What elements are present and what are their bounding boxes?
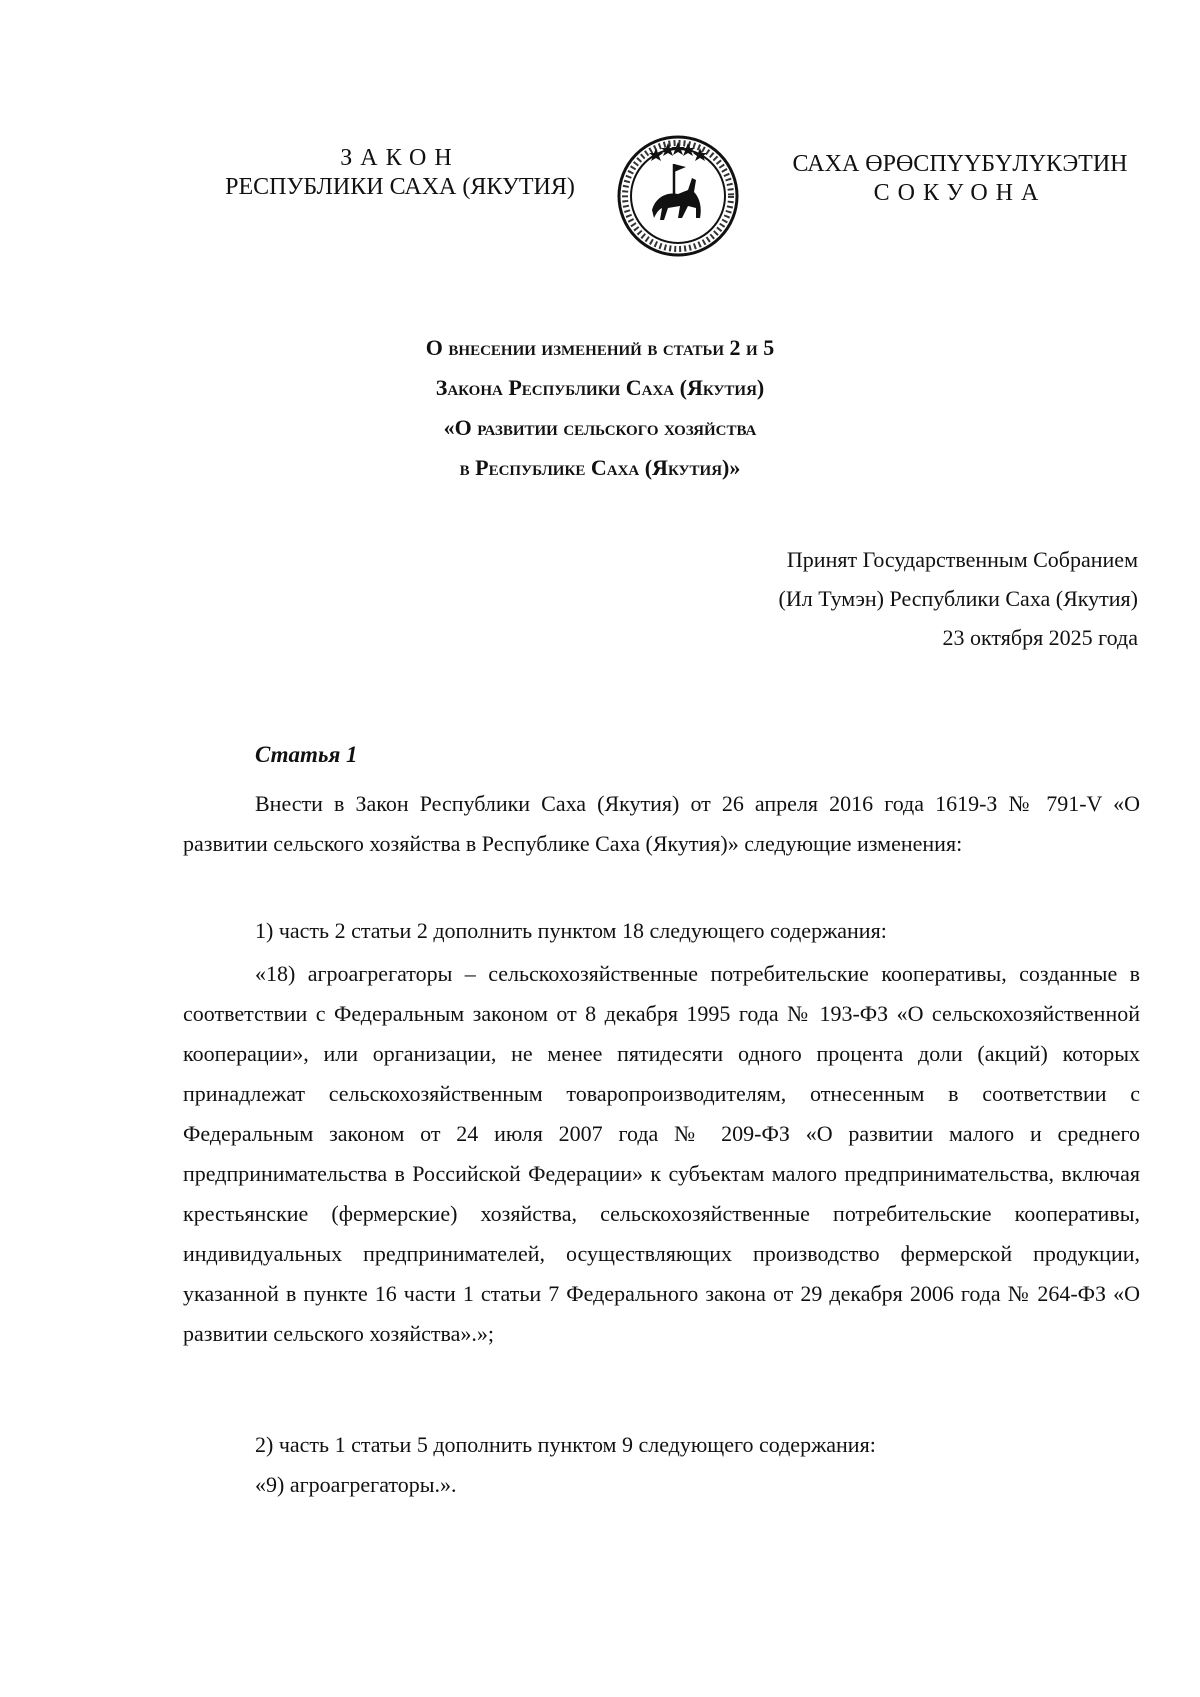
adoption-date: 23 октября 2025 года: [942, 625, 1138, 650]
article-item-1-text: «18) агроагрегаторы – сельскохозяйственные потребительские кооперативы, созданные в соответствии с Федеральным законом от 8 декабря 1995 года № 193-ФЗ «О сельскохозяйственной кооперации», или организации, не менее пятидесяти одного процента доли (акций) которых принадлежат сельскохозяйственным товаропроизводителям, отнесенным в соответствии с Федеральным законом от 24 июля 2007 года № 209-ФЗ «О развитии малого и среднего предпринимательства в Российской Федерации» к субъектам малого предпринимательства, включая крестьянские (фермерские) хозяйства, сельскохозяйственные потребительские кооперативы, индивидуальных предпринимателей, осуществляющих производство фермерской продукции, указанной в пункте 16 части 1 статьи 7 Федерального закона от 29 декабря 2006 года № 264-ФЗ «О развитии сельского хозяйства».»;: [183, 961, 1140, 1346]
adoption-note: [779, 540, 1138, 657]
title-line: О внесении изменений в статьи 2 и 5: [425, 335, 775, 360]
title-line: «О развитии сельского хозяйства: [443, 415, 757, 440]
article-heading: Статья 1: [255, 742, 358, 767]
header-left-line1: ЗАКОН: [340, 145, 460, 171]
article-item-2-text: «9) агроагрегаторы.».: [255, 1472, 457, 1497]
header-left-line2: РЕСПУБЛИКИ САХА (ЯКУТИЯ): [225, 174, 575, 200]
header-right-line2: СОКУОНА: [873, 180, 1047, 206]
law-title: [300, 328, 900, 488]
republic-emblem-icon: [616, 134, 740, 258]
header-right-line1: САХА ӨРӨСПҮҮБҮЛҮКЭТИН: [792, 151, 1128, 177]
article-item-1: 1) часть 2 статьи 2 дополнить пунктом 18 следующего содержания:: [255, 918, 887, 943]
article-item-2: 2) часть 1 статьи 5 дополнить пунктом 9 следующего содержания:: [255, 1432, 876, 1457]
article-intro: Внести в Закон Республики Саха (Якутия) от 26 апреля 2016 года 1619-З № 791-V «О развитии сельского хозяйства в Республике Саха (Якутия)» следующие изменения:: [183, 791, 1140, 856]
adoption-line: (Ил Тумэн) Республики Саха (Якутия): [778, 586, 1138, 611]
adoption-line: Принят Государственным Собранием: [786, 547, 1138, 572]
title-line: в Республике Саха (Якутия)»: [459, 455, 741, 480]
header-right: [780, 150, 1140, 208]
title-line: Закона Республики Саха (Якутия): [435, 375, 765, 400]
header-left: [210, 144, 590, 202]
